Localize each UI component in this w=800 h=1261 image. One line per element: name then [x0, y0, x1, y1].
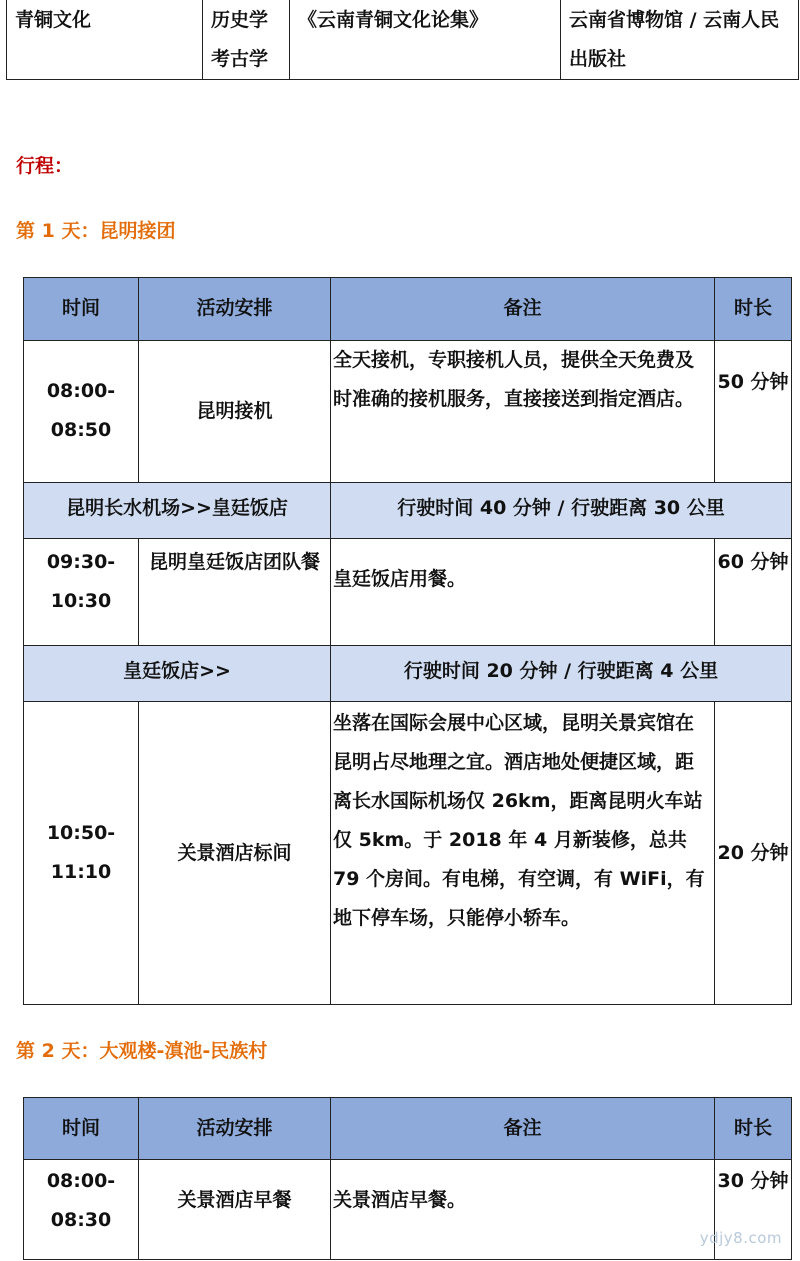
- row-duration: 60 分钟: [715, 539, 792, 646]
- transfer-row: [24, 646, 792, 702]
- table-header-row: [24, 1098, 792, 1160]
- row-time: 10:50-11:10: [24, 702, 139, 1005]
- header-time: 时间: [24, 1098, 139, 1160]
- row-time: 08:00-08:30: [24, 1160, 139, 1260]
- day1-schedule-table: [23, 277, 792, 1005]
- row-note: 皇廷饭店用餐。: [331, 539, 715, 646]
- table-header-row: [24, 278, 792, 341]
- row-activity: 关景酒店标间: [139, 702, 331, 1005]
- book-info-row: [7, 0, 799, 80]
- row-time: 08:00-08:50: [24, 340, 139, 482]
- transfer-route: 皇廷饭店>>: [24, 646, 331, 702]
- book-title: 《云南青铜文化论集》: [290, 0, 561, 80]
- row-activity: 昆明皇廷饭店团队餐: [139, 539, 331, 646]
- book-info-table: [6, 0, 799, 80]
- transfer-info: 行驶时间 40 分钟 / 行驶距离 30 公里: [331, 482, 792, 538]
- table-row: [24, 340, 792, 482]
- day2-title: 第 2 天：大观楼-滇池-民族村: [16, 1040, 268, 1062]
- header-duration: 时长: [715, 278, 792, 341]
- transfer-row: [24, 482, 792, 538]
- book-publisher: 云南省博物馆 / 云南人民出版社: [561, 0, 799, 80]
- table-row: [24, 1160, 792, 1260]
- watermark: ydjy8.com: [699, 1229, 782, 1247]
- header-note: 备注: [331, 1098, 715, 1160]
- row-time: 09:30-10:30: [24, 539, 139, 646]
- row-note: 全天接机，专职接机人员，提供全天免费及时准确的接机服务，直接接送到指定酒店。: [331, 340, 715, 482]
- row-duration: 50 分钟: [715, 340, 792, 482]
- table-row: [24, 539, 792, 646]
- header-activity: 活动安排: [139, 1098, 331, 1160]
- row-activity: 关景酒店早餐: [139, 1160, 331, 1260]
- table-row: [24, 702, 792, 1005]
- row-note: 坐落在国际会展中心区域，昆明关景宾馆在昆明占尽地理之宜。酒店地处便捷区域，距离长水国际机场仅 26km，距离昆明火车站仅 5km。于 2018 年 4 月新装修，总共 79 个房间。有电梯，有空调，有 WiFi，有地下停车场，只能停小轿车。: [331, 702, 715, 1005]
- row-note: 关景酒店早餐。: [331, 1160, 715, 1260]
- header-activity: 活动安排: [139, 278, 331, 341]
- row-activity: 昆明接机: [139, 340, 331, 482]
- row-duration: 20 分钟: [715, 702, 792, 1005]
- day2-schedule-table: [23, 1097, 792, 1260]
- transfer-info: 行驶时间 20 分钟 / 行驶距离 4 公里: [331, 646, 792, 702]
- header-time: 时间: [24, 278, 139, 341]
- day1-title: 第 1 天：昆明接团: [16, 220, 176, 242]
- book-subject: 青铜文化: [7, 0, 203, 80]
- itinerary-heading: 行程：: [16, 155, 74, 177]
- transfer-route: 昆明长水机场>>皇廷饭店: [24, 482, 331, 538]
- header-note: 备注: [331, 278, 715, 341]
- book-category: 历史学考古学: [203, 0, 290, 80]
- row-duration: 30 分钟: [715, 1160, 792, 1260]
- header-duration: 时长: [715, 1098, 792, 1160]
